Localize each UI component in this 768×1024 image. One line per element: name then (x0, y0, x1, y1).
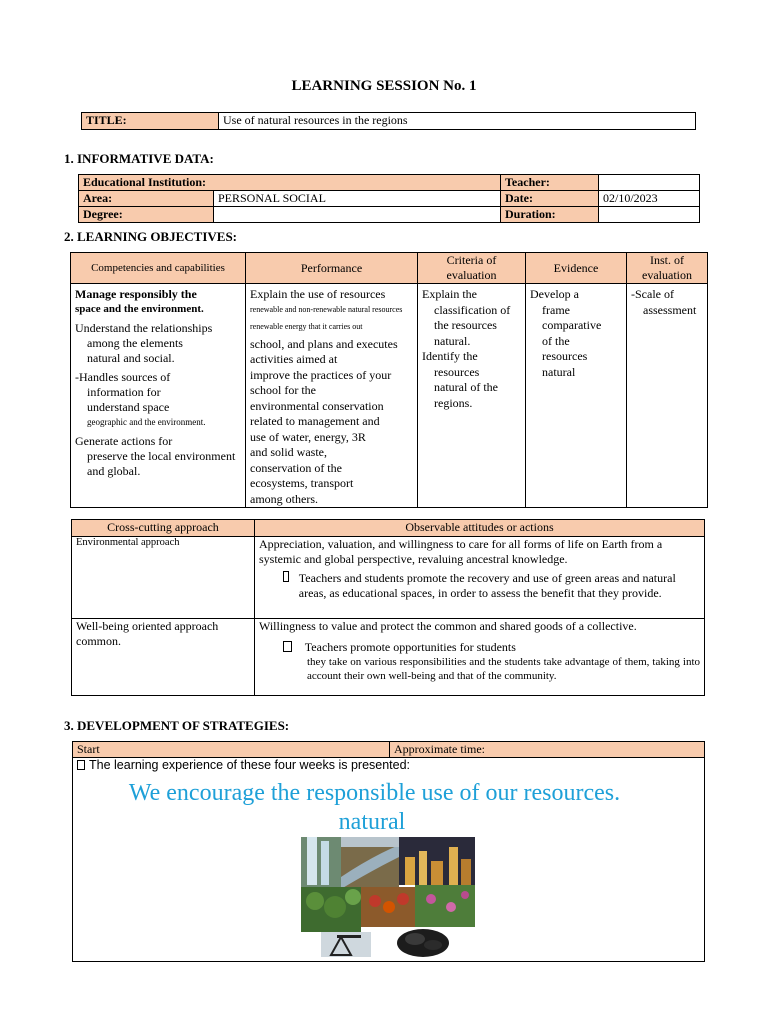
intro-text: The learning experience of these four weeks is presented: (89, 758, 411, 772)
criteria-line: Explain the (422, 287, 477, 301)
intro-row (77, 758, 700, 772)
degree-value (214, 207, 501, 223)
evidence-line: comparative (542, 318, 602, 332)
header-criteria: Criteria of evaluation (418, 253, 526, 284)
performance-line: and solid waste, (250, 445, 327, 459)
date-label: Date: (501, 191, 599, 207)
capability-3: Generate actions for (75, 434, 173, 448)
competencies-cell (71, 284, 246, 508)
header-attitudes: Observable attitudes or actions (255, 520, 705, 537)
section-informative-heading: 1. INFORMATIVE DATA: (64, 151, 214, 166)
capability-2d: geographic and the environment. (87, 417, 206, 427)
date-value: 02/10/2023 (599, 191, 700, 207)
section-objectives-heading: 2. LEARNING OBJECTIVES: (64, 229, 238, 244)
performance-line: conservation of the (250, 460, 342, 475)
title-table (81, 112, 696, 130)
attitude-bullet-row (259, 571, 700, 601)
attitudes-wellbeing (255, 619, 705, 696)
header-instrument: Inst. of evaluation (627, 253, 708, 284)
checkbox-icon (283, 641, 292, 652)
criteria-line: regions. (434, 395, 473, 410)
evidence-cell (526, 284, 627, 508)
teacher-value (599, 175, 700, 191)
performance-line: improve the practices of your (250, 367, 392, 382)
criteria-line: Identify the (422, 349, 478, 363)
checkbox-icon (283, 571, 289, 582)
capability-1: Understand the relationships (75, 321, 213, 335)
natural-resources-image (301, 837, 475, 957)
banner-line-2: natural (338, 809, 406, 835)
criteria-line: resources (434, 364, 480, 379)
area-label: Area: (79, 191, 214, 207)
title-label: TITLE: (82, 113, 219, 130)
evidence-line: Develop a (530, 287, 579, 301)
institution-label: Educational Institution: (79, 175, 501, 191)
criteria-line: natural. (434, 333, 471, 348)
section-strategies-heading: 3. DEVELOPMENT OF STRATEGIES: (64, 718, 290, 733)
performance-line: renewable and non-renewable natural resources (250, 304, 403, 314)
performance-line: school for the (250, 383, 316, 397)
instrument-cell (627, 284, 708, 508)
header-performance: Performance (246, 253, 418, 284)
criteria-cell (418, 284, 526, 508)
crosscutting-table (71, 519, 705, 696)
performance-line: renewable energy that it carries out (250, 321, 363, 331)
competency-title: Manage responsibly the (75, 287, 197, 301)
evidence-line: of the (542, 333, 570, 348)
banner-line-1: We encourage the responsible use of our resources. (128, 780, 621, 806)
competency-title-rest: space and the environment. (75, 303, 204, 315)
collage-svg (301, 837, 475, 957)
performance-line: environmental conservation (250, 398, 384, 413)
informative-data-table (78, 174, 700, 223)
criteria-line: classification of (434, 302, 511, 317)
attitude-bullet: Teachers promote opportunities for students (304, 640, 516, 654)
page-title: LEARNING SESSION No. 1 (291, 78, 477, 94)
approach-wellbeing: Well-being oriented approach common. (72, 619, 255, 696)
performance-cell (246, 284, 418, 508)
criteria-line: natural of the (434, 380, 498, 394)
capability-1c: natural and social. (87, 351, 175, 365)
evidence-line: resources (542, 349, 588, 363)
instrument-line: assessment (643, 302, 697, 317)
approach-environmental: Environmental approach (72, 537, 255, 619)
header-approach: Cross-cutting approach (72, 520, 255, 537)
objectives-table (70, 252, 708, 508)
criteria-line: the resources (434, 318, 497, 332)
attitude-bullet-continued: they take on various responsibilities and the students take advantage of them, taking into account their own well-being and that of the community. (307, 656, 700, 682)
area-value: PERSONAL SOCIAL (214, 191, 501, 207)
title-value: Use of natural resources in the regions (219, 113, 696, 130)
duration-value (599, 207, 700, 223)
capability-3b: preserve the local environment (87, 449, 236, 463)
teacher-label: Teacher: (501, 175, 599, 191)
start-label: Start (73, 742, 390, 758)
evidence-line: frame (542, 302, 570, 317)
evidence-line: natural (542, 364, 576, 379)
capability-3c: and global. (87, 464, 141, 478)
performance-line: among others. (250, 491, 318, 506)
header-evidence: Evidence (526, 253, 627, 284)
performance-line: school, and plans and executes (250, 336, 398, 351)
attitude-text: Willingness to value and protect the common and shared goods of a collective. (259, 619, 637, 633)
header-competencies: Competencies and capabilities (71, 253, 246, 284)
degree-label: Degree: (79, 207, 214, 223)
attitude-text: Appreciation, valuation, and willingness to care for all forms of life on Earth from a systemic and global perspective, revaluing ancestral knowledge. (259, 537, 663, 566)
performance-line: ecosystems, transport (250, 476, 354, 490)
time-label: Approximate time: (390, 742, 705, 758)
performance-line: use of water, energy, 3R (250, 429, 366, 444)
performance-line: activities aimed at (250, 352, 338, 366)
checkbox-icon (77, 760, 85, 770)
duration-label: Duration: (501, 207, 599, 223)
attitudes-environmental (255, 537, 705, 619)
capability-2b: information for (87, 385, 161, 399)
capability-1b: among the elements (87, 336, 183, 350)
attitude-bullet: Teachers and students promote the recovery and use of green areas and natural areas, as educational spaces, in order to assess the benefit that they provide. (298, 571, 676, 600)
attitude-bullet-row (259, 640, 700, 655)
performance-line: related to management and (250, 414, 380, 428)
performance-line: Explain the use of resources (250, 287, 386, 301)
capability-2c: understand space (87, 400, 170, 414)
instrument-line: -Scale of (631, 287, 674, 301)
capability-2: -Handles sources of (75, 370, 171, 384)
